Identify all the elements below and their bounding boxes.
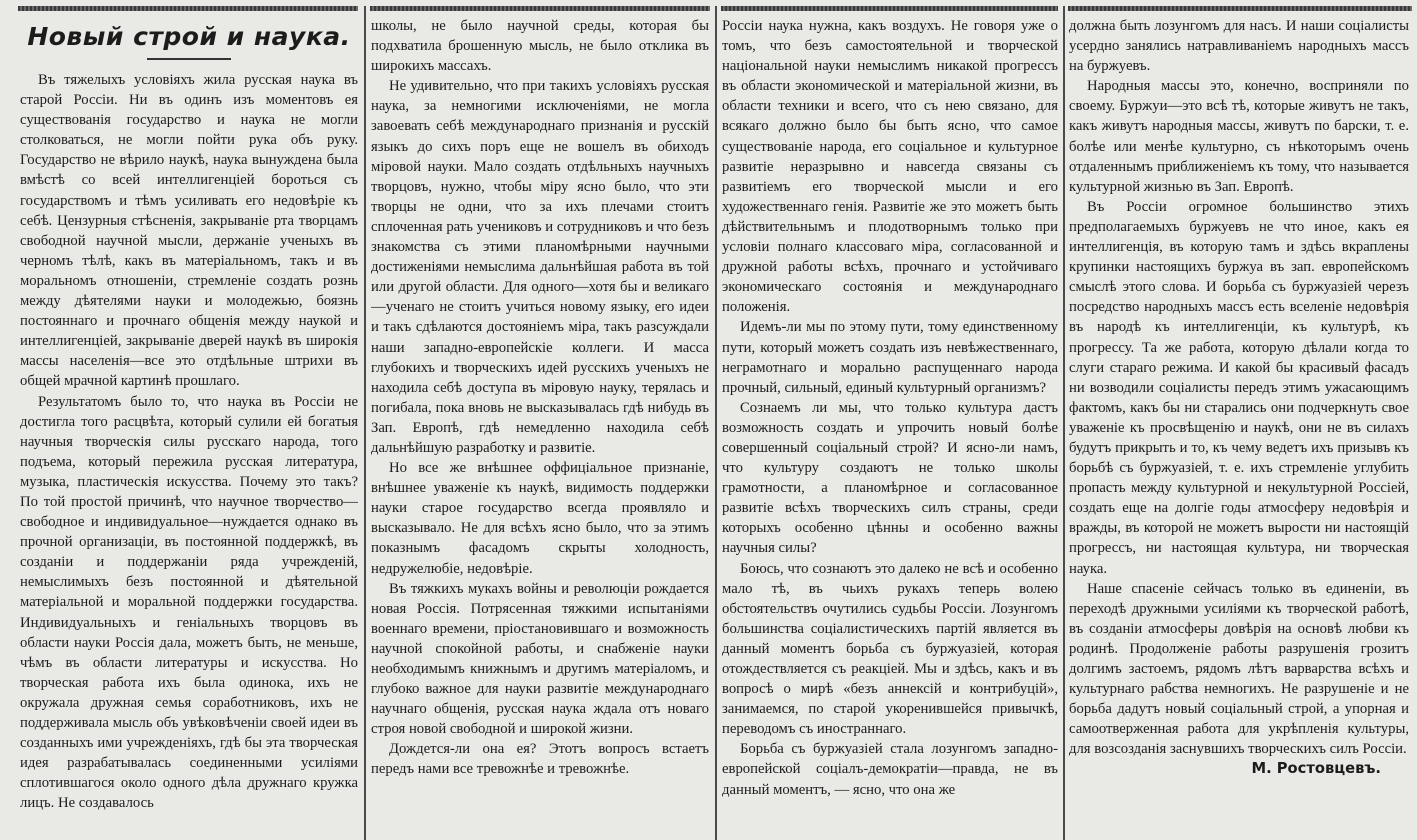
article-column-4 [1069, 16, 1409, 836]
article-title: Новый строй и наука. [27, 22, 351, 51]
paragraph: Идемъ-ли мы по этому пути, тому единственному пути, который можетъ создать изъ невѣжественнаго, неграмотнаго и морально распущеннаго народа прочный, сильный, единый культурный организмъ? [722, 319, 1058, 396]
column-divider [1063, 6, 1065, 840]
header-rule [1068, 6, 1412, 11]
title-underline [147, 58, 231, 60]
paragraph: Россіи наука нужна, какъ воздухъ. Не говоря уже о томъ, что безъ самостоятельной и творческой національной науки немыслимъ никакой прогрессъ въ области экономической и матеріальной жизни, въ области техники и всего, что съ нею связано, для всякаго должно было бы быть ясно, что самое существованіе народа, его соціальное и культурное развитіе неразрывно и навсегда связаны съ развитіемъ его творческой мысли и его художественнаго генія. Развитіе же это можетъ быть дѣйствительнымъ и плодотворнымъ только при условіи полнаго классоваго міра, согласованной и дружной работы всѣхъ, прочнаго и устойчиваго экономическаго состоянія и международнаго положенія. [722, 18, 1058, 316]
paragraph: Народныя массы это, конечно, восприняли по своему. Буржуи—это всѣ тѣ, которые живутъ не такъ, какъ живутъ народныя массы, живутъ по барски, т. е. болѣе или менѣе культурно, съ нѣкоторымъ очень отдаленнымъ приближеніемъ къ тому, что называется культурной жизнью въ Зап. Европѣ. [1069, 78, 1409, 195]
column-divider [364, 6, 366, 840]
paragraph: Въ Россіи огромное большинство этихъ предполагаемыхъ буржуевъ не что иное, какъ ея интеллигенція, въ которую тамъ и здѣсь вкраплены крупинки настоящихъ буржуа въ зап. европейскомъ смыслѣ этого слова. И борьба съ буржуазіей черезъ посредство народныхъ массъ есть вселеніе недовѣрія въ народѣ къ интеллигенціи, къ культурѣ, къ прогрессу. Та же работа, которую дѣлали когда то слуги стараго режима. И какой бы красивый фасадъ ни возводили соціалисты передъ этимъ ужасающимъ фактомъ, какъ бы ни старались они подчеркнуть свое уваженіе къ просвѣщенію и наукѣ, они не въ силахъ будутъ прикрыть и то, къ чему ведетъ ихъ призывъ къ борьбѣ съ буржуазіей, т. е. ихъ стремленіе углубить пропасть между культурной и некультурной Россіей, создать еще на долгіе годы атмосферу недовѣрія и вражды, въ которой не можетъ вырости ни настоящій прогрессъ, ни настоящая культура, ни творческая наука. [1069, 198, 1409, 577]
header-rule [721, 6, 1058, 11]
paragraph: Результатомъ было то, что наука въ Россіи не достигла того расцвѣта, который сулили ей богатыя научныя творческія силы русскаго народа, того подъема, который пережила русская литература, музыка, пластическія искусства. Почему это такъ? По той простой причинѣ, что научное творчество—свободное и индивидуальное—нуждается однако въ прочной организаціи, въ постоянной поддержкѣ, въ созданіи и поддержаніи ряда учрежденій, немыслимыхъ безъ постоянной и дѣятельной матеріальной и моральной поддержки государства. Индивидуальныхъ и геніальныхъ творцовъ въ области науки Россія дала, можетъ быть, не меньше, чѣмъ въ области литературы и искусства. Но творческая работа ихъ была одинока, ихъ не окружала дружная семья соработниковъ, ихъ не поддерживала мысль объ увѣковѣченіи своей идеи въ созданныхъ ими учрежденіяхъ, гдѣ бы эта творческая идея разрабатывалась соединенными усиліями сплотившагося около одного дѣла дружнаго кружка лицъ. Не создавалось [20, 393, 358, 812]
paragraph: Въ тяжелыхъ условіяхъ жила русская наука въ старой Россіи. Ни въ одинъ изъ моментовъ ея существованія государство и наука не могли столковаться, не могли пойти рука объ руку. Государство не вѣрило наукѣ, наука вынуждена была вмѣстѣ со всей интеллигенціей бороться съ государствомъ и тѣмъ усиливать его недовѣріе къ себѣ. Цензурныя стѣсненія, закрываніе рта творцамъ свободной научной мысли, держаніе ученыхъ въ черномъ тѣлѣ, какъ въ матеріальномъ, такъ и въ моральномъ отношеніи, стремленіе создать рознь между дѣятелями науки и молодежью, боязнь постояннаго и прочнаго общенія между наукой и интеллигенціей, закрываніе дверей наукѣ въ широкія массы населенія—все это отдѣльные штрихи въ общей мрачной картинѣ прошлаго. [20, 72, 358, 390]
paragraph: Дождется-ли она ея? Этотъ вопросъ встаетъ передъ нами все тревожнѣе и тревожнѣе. [371, 741, 709, 778]
article-column-1 [20, 16, 358, 836]
column-divider [715, 6, 717, 840]
header-rule [370, 6, 710, 11]
paragraph: Сознаемъ ли мы, что только культура дастъ возможность создать и упрочить новый болѣе совершенный соціальный строй? И ясно-ли намъ, что культуру создаютъ не только школы грамотности, а планомѣрное и согласованное развитіе всѣхъ творческихъ силъ страны, среди которыхъ особенно цѣнны и особенно важны научныя силы? [722, 399, 1058, 557]
author-signature: М. Ростовцевъ. [1251, 760, 1381, 778]
header-rule [18, 6, 358, 11]
paragraph: Борьба съ буржуазіей стала лозунгомъ западно-европейской соціалъ-демократіи—правда, не въ данный моментъ, — ясно, что она же [722, 741, 1058, 798]
paragraph: школы, не было научной среды, которая бы подхватила брошенную мысль, не было отклика въ широкихъ массахъ. [371, 18, 709, 75]
paragraph: Не удивительно, что при такихъ условіяхъ русская наука, за немногими исключеніями, не могла завоевать себѣ международнаго признанія и русскій языкъ до сихъ поръ еще не вошелъ въ обиходъ міровой науки. Мало создать отдѣльныхъ научныхъ творцовъ, нужно, чтобы міру ясно было, что эти творцы не одни, что за ихъ плечами стоитъ сплоченная рать учениковъ и сотрудниковъ и что безъ знакомства съ этими планомѣрными научными достиженіями немыслима дальнѣйшая работа въ той или другой области. Для одного—хотя бы и великаго—ученаго не стоитъ учиться новому языку, его идеи и такъ сдѣлаются достояніемъ міра, такъ разсуждали наши западно-европейскіе коллеги. И масса глубокихъ и творческихъ идей русскихъ ученыхъ не находила себѣ доступа въ міровую науку, терялась и погибала, пока вновь не высказывалась гдѣ нибудь въ Зап. Европѣ, гдѣ немедленно находила себѣ дальнѣйшую разработку и развитіе. [371, 78, 709, 456]
paragraph: Но все же внѣшнее оффиціальное признаніе, внѣшнее уваженіе къ наукѣ, видимость поддержки науки старое государство всегда проявляло и высказывало. Не для всѣхъ ясно было, что за этимъ показнымъ фасадомъ скрыты холодность, недружелюбіе, недовѣріе. [371, 460, 709, 577]
article-column-3 [722, 16, 1058, 836]
article-column-2 [371, 16, 709, 836]
paragraph: должна быть лозунгомъ для насъ. И наши соціалисты усердно занялись натравливаніемъ народныхъ массъ на буржуевъ. [1069, 18, 1409, 75]
paragraph: Наше спасеніе сейчасъ только въ единеніи, въ переходѣ дружными усиліями къ творческой работѣ, въ созданіи атмосферы довѣрія на основѣ любви къ родинѣ. Продолженіе работы разрушенія грозитъ долгимъ застоемъ, рядомъ лѣтъ варварства всѣхъ и культурнаго рабства немногихъ. Не разрушеніе и не борьба дадутъ новый соціальный строй, а упорная и самоотверженная работа для укрѣпленія культуры, для возсозданія заснувшихъ творческихъ силъ Россіи. [1069, 580, 1409, 758]
paragraph: Въ тяжкихъ мукахъ войны и революціи рождается новая Россія. Потрясенная тяжкими испытаніями военнаго времени, пріостановившаго и возможность научной спокойной работы, и снабженіе науки необходимымъ книжнымъ и другимъ матеріаломъ, и глубоко важное для науки развитіе международнаго научнаго общенія, русская наука ждала отъ новаго строя новой свободной и широкой жизни. [371, 580, 709, 738]
paragraph: Боюсь, что сознаютъ это далеко не всѣ и особенно мало тѣ, въ чьихъ рукахъ теперь волею обстоятельствъ очутились судьбы Россіи. Лозунгомъ большинства соціалистическихъ партій является въ данный моментъ борьба съ буржуазіей, которая отождествляется съ реакціей. Мы и здѣсь, какъ и въ вопросѣ о мирѣ «безъ аннексій и контрибуцій», занимаемся, по старой укоренившейся привычкѣ, переводомъ съ иностраннаго. [722, 560, 1058, 738]
